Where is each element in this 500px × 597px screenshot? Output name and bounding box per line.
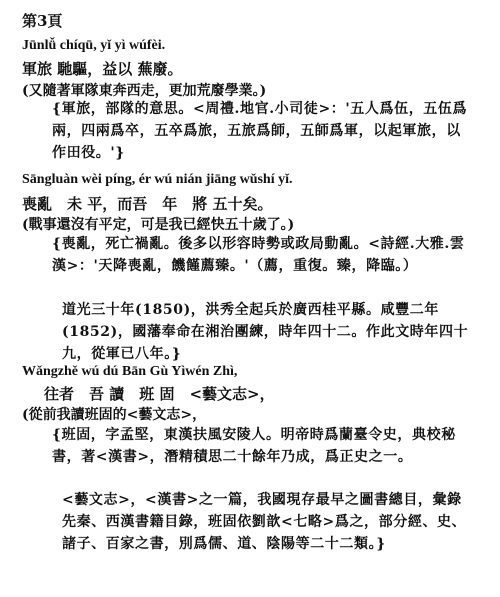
page-number: 第3頁	[22, 12, 63, 30]
annotation-paragraph: {喪亂，死亡禍亂。後多以形容時勢或政局動亂。<詩經.大雅.雲漢>：'天降喪亂，饑饉薦臻。'（薦，重復。臻，降臨。）	[52, 236, 465, 274]
translation-line: (戰事還沒有平定，可是我已經快五十歲了。)	[22, 217, 295, 233]
annotation	[52, 233, 472, 277]
pinyin-line: Wǎngzhě wú dú Bān Gù Yìwén Zhì,	[22, 364, 238, 379]
annotation-paragraph: {軍旅，部隊的意思。<周禮.地官.小司徒>：'五人爲伍，五伍爲兩，四兩爲卒，五卒爲旅，五旅爲師，五師爲軍，以起軍旅，以作田役。'}	[52, 101, 468, 161]
annotation	[62, 299, 472, 365]
annotation-paragraph: {班固，字孟堅，東漢扶風安陵人。明帝時爲蘭臺令史，典校秘書，著<漢書>，潛精積思二十餘年乃成，爲正史之一。	[52, 427, 456, 465]
pinyin-line: Sāngluàn wèi píng, ér wú nián jiāng wǔshí yǐ.	[22, 172, 293, 187]
hanzi-line: 往者 吾 讀 班 固 <藝文志>，	[44, 385, 275, 403]
translation-line: (從前我讀班固的<藝文志>，	[22, 407, 207, 423]
translation-line: (又隨著軍隊東奔西走，更加荒廢學業。)	[22, 83, 267, 99]
annotation	[62, 489, 472, 555]
hanzi-line: 軍旅 馳驅，益以 蕪廢。	[22, 60, 183, 78]
annotation	[52, 98, 472, 164]
annotation-paragraph: <藝文志>，<漢書>之一篇，我國現存最早之圖書總目，彙錄先秦、西漢書籍目錄，班固依劉歆<七略>爲之，部分經、史、諸子、百家之書，別爲儒、道、陰陽等二十二類。}	[62, 492, 467, 552]
annotation-paragraph: 道光三十年(1850)，洪秀全起兵於廣西桂平縣。咸豐二年(1852)，國藩奉命在湘治團練，時年四十二。作此文時年四十九，從軍已八年。}	[62, 302, 469, 362]
annotation	[52, 424, 472, 468]
hanzi-line: 喪亂 未 平，而吾 年 將 五十矣。	[22, 195, 273, 213]
pinyin-line: Jūnlǚ chíqū, yǐ yì wúfèi.	[22, 38, 166, 53]
